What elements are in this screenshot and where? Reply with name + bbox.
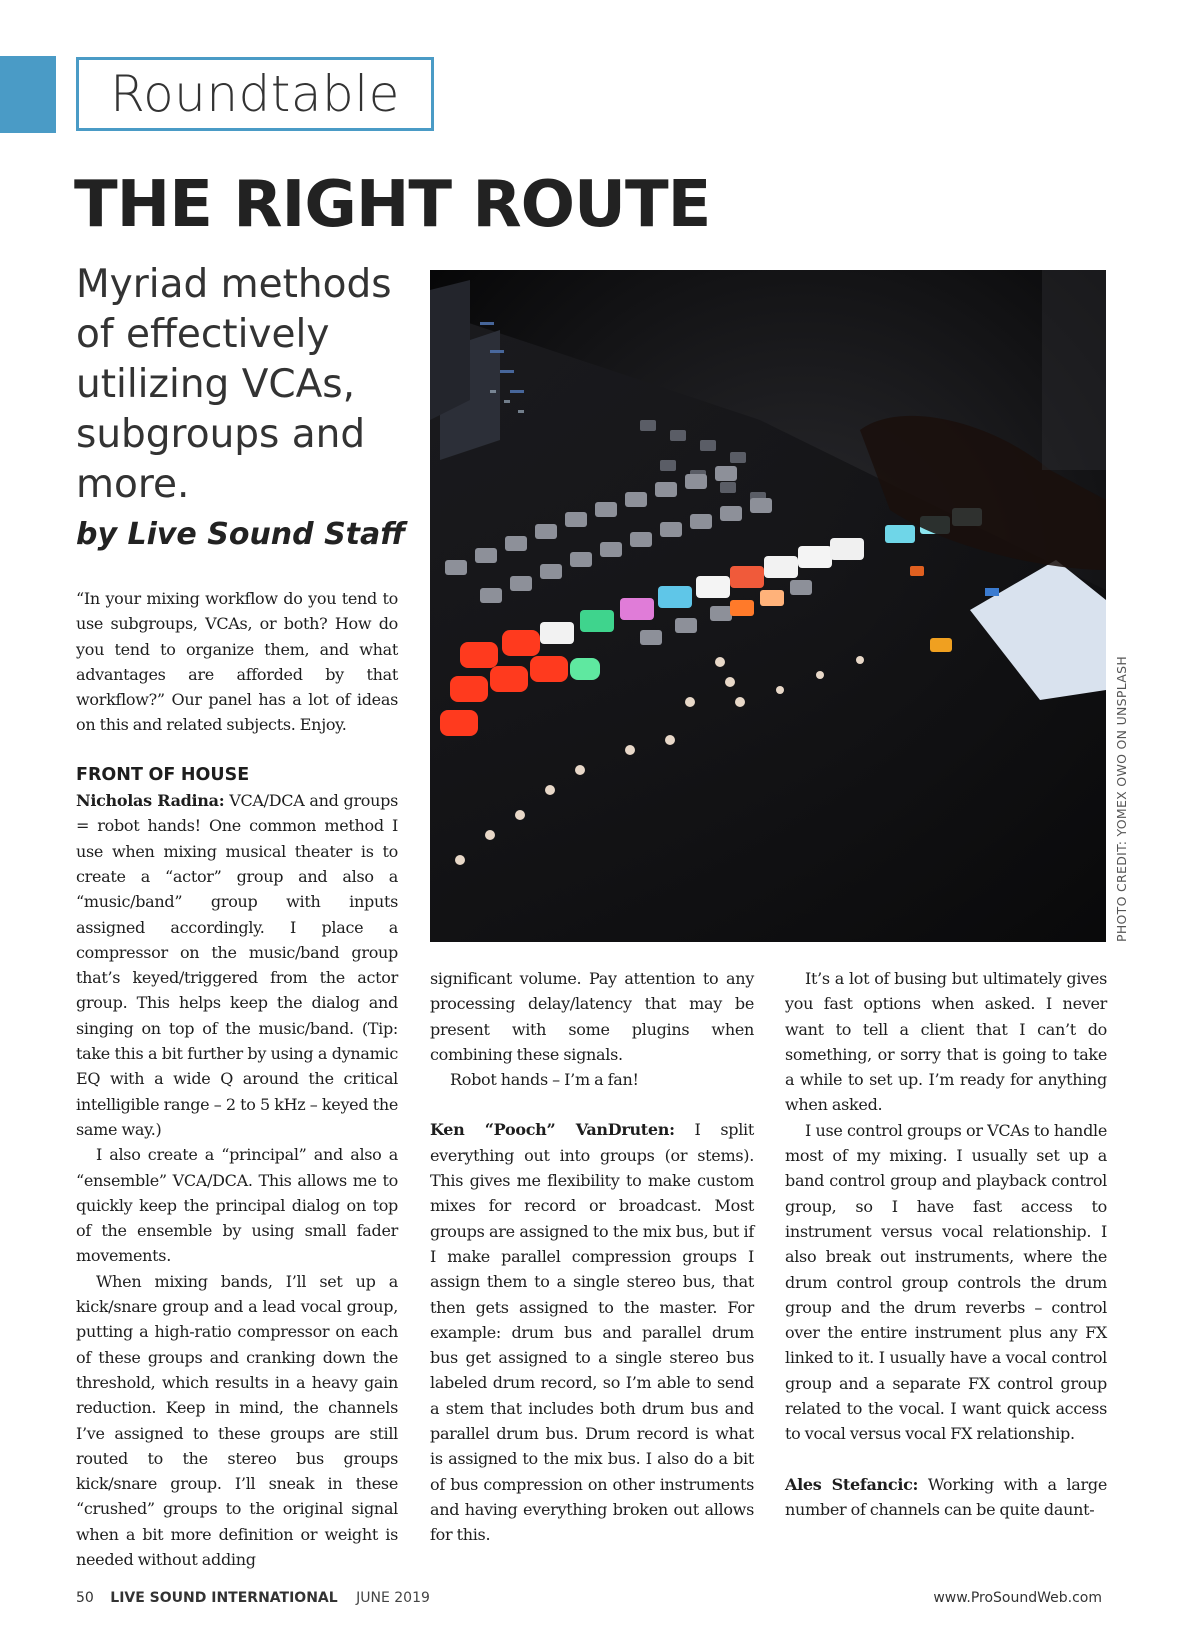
radina-paragraph-3: When mixing bands, I’ll set up a kick/snare group and a lead vocal group, putting a high-ratio compressor on each of these groups and cranking down the threshold, which results in a heavy gain reduction. Keep in mind, the channels I’ve assigned to these groups are still routed to the stereo bus groups kick/snare group. I’ll sneak in these “crushed” groups to the original signal when a bit more definition or weight is needed without adding bbox=[76, 1271, 398, 1569]
speaker-name: Ken “Pooch” VanDruten: bbox=[430, 1120, 675, 1140]
photo-credit: PHOTO CREDIT: YOMEX OWO ON UNSPLASH bbox=[1114, 655, 1129, 942]
section-label-box bbox=[76, 57, 434, 131]
radina-paragraph-2: I also create a “principal” and also a “ensemble” VCA/DCA. This allows me to quickly keep the principal dialog on top of the ensemble by using small fader movements. bbox=[76, 1145, 398, 1266]
vandruten-paragraph-3: I use control groups or VCAs to handle most of my mixing. I usually set up a band control group and playback control group, so I have fast access to instrument versus vocal relationship. I also break out instruments, where the drum control group controls the drum group and the drum reverbs – control over the entire instrument plus any FX linked to it. I usually have a vocal control group and a separate FX control group related to the vocal. I want quick access to vocal versus vocal FX relationship. bbox=[785, 1120, 1107, 1444]
page-number: 50 bbox=[76, 1590, 94, 1606]
section-label: Roundtable bbox=[110, 65, 400, 123]
article-column-1 bbox=[76, 586, 398, 1572]
radina-paragraph-3-cont: significant volume. Pay attention to any processing delay/latency that may be present with some plugins when combining these signals. bbox=[430, 969, 754, 1064]
intro-paragraph: “In your mixing workflow do you tend to use subgroups, VCAs, or both? How do you tend to organize them, and what advantages are afforded by that workflow?” Our panel has a lot of ideas on this and related subjects. Enjoy. bbox=[76, 589, 398, 735]
headline: THE RIGHT ROUTE bbox=[74, 168, 711, 242]
vandruten-paragraph-2: It’s a lot of busing but ultimately gives you fast options when asked. I never want to tell a client that I can’t do something, or sorry that is going to take a while to set up. I’m ready for anything when asked. bbox=[785, 969, 1107, 1115]
issue-date: JUNE 2019 bbox=[356, 1590, 430, 1606]
radina-paragraph-1: Nicholas Radina: VCA/DCA and groups = robot hands! One common method I use when mixing musical theater is to create a “actor” group and also a “music/band” group with inputs assigned accordingly. I place a compressor on the music/band group that’s keyed/triggered from the actor group. This helps keep the dialog and singing on top of the music/band. (Tip: take this a bit further by using a dynamic EQ with a wide Q around the critical intelligible range – 2 to 5 kHz – keyed the same way.) bbox=[76, 791, 398, 1139]
website-url: www.ProSoundWeb.com bbox=[933, 1590, 1102, 1606]
deck: Myriad methods of effectively utilizing VCAs, subgroups and more. bbox=[76, 262, 392, 507]
article-column-2 bbox=[430, 966, 754, 1548]
magazine-name: LIVE SOUND INTERNATIONAL bbox=[110, 1590, 338, 1606]
speaker-name: Ales Stefancic: bbox=[785, 1474, 919, 1494]
radina-paragraph-4: Robot hands – I’m a fan! bbox=[450, 1070, 639, 1090]
article-column-3 bbox=[785, 966, 1107, 1522]
section-color-tab bbox=[0, 56, 56, 133]
vandruten-paragraph-1: Ken “Pooch” VanDruten: I split everything out into groups (or stems). This gives me flexibility to make custom mixes for record or broadcast. Most groups are assigned to the mix bus, but if I make parallel compression groups I assign them to a single stereo bus, that then gets assigned to the master. For example: drum bus and parallel drum bus get assigned to a single stereo bus labeled drum record, so I’m able to send a stem that includes both drum bus and parallel drum bus. Drum record is what is assigned to the mix bus. I also do a bit of bus compression on other instruments and having everything broken out allows for this. bbox=[430, 1120, 754, 1545]
speaker-name: Nicholas Radina: bbox=[76, 791, 225, 811]
stefancic-paragraph-1: Ales Stefancic: Working with a large number of channels can be quite daunt- bbox=[785, 1474, 1107, 1519]
byline: by Live Sound Staff bbox=[76, 517, 406, 552]
mixing-console-photo bbox=[430, 270, 1106, 942]
subhead-front-of-house: FRONT OF HOUSE bbox=[76, 764, 250, 785]
footer-left bbox=[76, 1590, 430, 1606]
